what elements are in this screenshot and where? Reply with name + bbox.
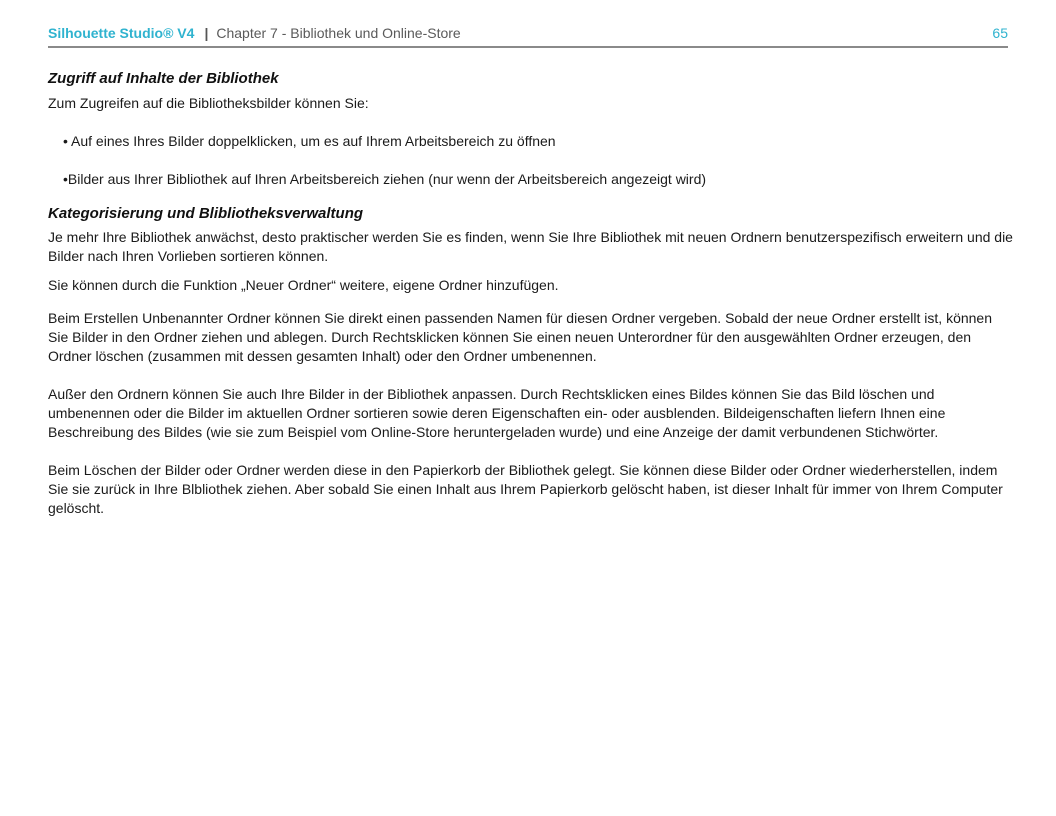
page-number: 65 <box>992 25 1008 41</box>
bullet-item: •Bilder aus Ihrer Bibliothek auf Ihren Arbeitsbereich ziehen (nur wenn der Arbeitsbereich angezeigt wird) <box>63 171 707 187</box>
section-intro: Zum Zugreifen auf die Bibliotheksbilder können Sie: <box>48 95 369 111</box>
header-divider <box>48 46 1008 48</box>
page-header <box>48 22 1008 44</box>
chapter-title: Chapter 7 - Bibliothek und Online-Store <box>216 25 461 41</box>
paragraph: Je mehr Ihre Bibliothek anwächst, desto praktischer werden Sie es finden, wenn Sie Ihre Bibliothek mit neuen Ordnern benutzerspezifisch erweitern und die Bilder nach Ihren Vorlieben sortieren können. <box>48 229 1013 264</box>
paragraph: Beim Erstellen Unbenannter Ordner können Sie direkt einen passenden Namen für diesen Ordner vergeben. Sobald der neue Ordner erstellt ist, können Sie Bilder in den Ordner ziehen und ablegen. Durch Rechtsklicken können Sie einen neuen Unterordner für den ausgewählten Ordner erzeugen, den Ordner löschen (zusammen mit dessen gesamten Inhalt) oder den Ordner umbenennen. <box>48 310 993 364</box>
page-content <box>48 68 1014 518</box>
paragraph: Beim Löschen der Bilder oder Ordner werden diese in den Papierkorb der Bibliothek gelegt. Sie können diese Bilder oder Ordner wiederherstellen, indem Sie sie zurück in Ihre Blbliothek ziehen. Aber sobald Sie einen Inhalt aus Ihrem Papierkorb gelöscht haben, ist dieser Inhalt für immer von Ihrem Computer gelöscht. <box>48 462 1003 516</box>
section-heading-management: Kategorisierung und Blibliotheksverwaltung <box>48 205 364 222</box>
paragraph: Außer den Ordnern können Sie auch Ihre Bilder in der Bibliothek anpassen. Durch Rechtsklicken eines Bildes können Sie das Bild löschen und umbenennen oder die Bilder im aktuellen Ordner sortieren sowie deren Eigenschaften ein- oder ausblenden. Bildeigenschaften liefern Ihnen eine Beschreibung des Bildes (wie sie zum Beispiel vom Online-Store heruntergeladen wurde) und eine Anzeige der damit verbundenen Stichwörter. <box>48 386 946 440</box>
section-heading-access: Zugriff auf Inhalte der Bibliothek <box>48 70 279 87</box>
paragraph: Sie können durch die Funktion „Neuer Ordner“ weitere, eigene Ordner hinzufügen. <box>48 277 559 293</box>
bullet-item: • Auf eines Ihres Bilder doppelklicken, um es auf Ihrem Arbeitsbereich zu öffnen <box>63 133 556 149</box>
header-separator: | <box>204 25 209 41</box>
brand-title: Silhouette Studio® V4 <box>48 25 195 41</box>
